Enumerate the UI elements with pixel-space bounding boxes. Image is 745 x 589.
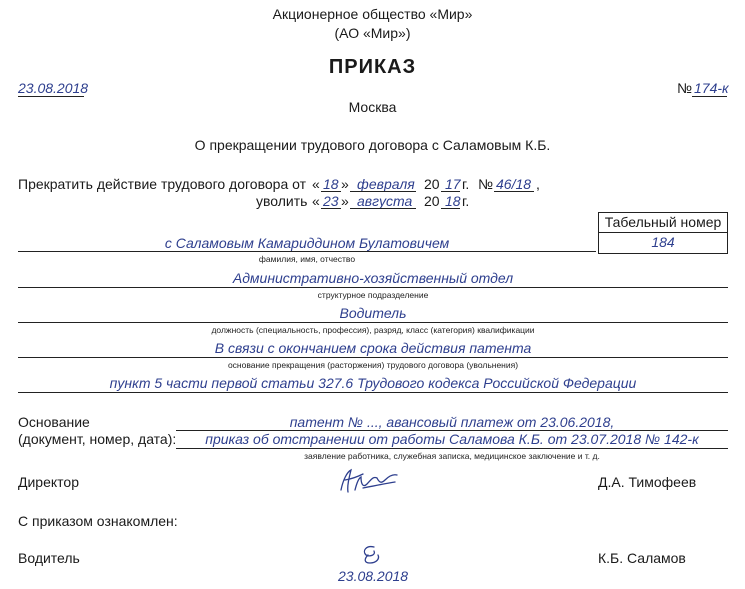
department-underline (18, 287, 728, 288)
legal-basis-underline (18, 392, 728, 393)
basis-label-sub: (документ, номер, дата): (18, 431, 177, 447)
director-label: Директор (18, 474, 79, 490)
dismiss-month: августа (357, 193, 413, 209)
employee-name-underline (18, 251, 596, 252)
dismiss-year-prefix: 20 (424, 193, 440, 209)
terminate-year-prefix: 20 (424, 176, 440, 192)
tab-number-box (598, 212, 728, 254)
terminate-open-quote: « (312, 176, 320, 192)
document-title: ПРИКАЗ (328, 56, 417, 78)
director-signature (333, 464, 403, 498)
position-underline (18, 322, 728, 323)
order-subject: О прекращении трудового договора с Саламовым К.Б. (194, 137, 551, 153)
contract-number-underline (494, 191, 534, 192)
employee-signature-label: Водитель (18, 550, 80, 566)
terminate-day-underline (321, 191, 341, 192)
order-number: 174-к (694, 80, 729, 96)
dismiss-year-underline (441, 208, 460, 209)
terminate-day: 18 (323, 176, 339, 192)
dismiss-month-underline (350, 208, 416, 209)
terminate-year-underline (441, 191, 460, 192)
dismiss-prefix: уволить (256, 193, 308, 209)
order-date: 23.08.2018 (18, 80, 89, 96)
dismiss-open-quote: « (312, 193, 320, 209)
employee-signature (356, 541, 386, 567)
position-caption: должность (специальность, профессия), разряд, класс (категория) квалификации (211, 325, 535, 335)
termination-reason-caption: основание прекращения (расторжения) трудового договора (увольнения) (227, 360, 519, 370)
tab-number-header: Табельный номер (599, 213, 727, 233)
terminate-close-quote: » (341, 176, 349, 192)
dismiss-year: 18 (445, 193, 461, 209)
basis-line-2-underline (176, 448, 728, 449)
employee-name-caption: фамилия, имя, отчество (258, 254, 356, 264)
department: Административно-хозяйственный отдел (232, 270, 514, 286)
basis-caption: заявление работника, служебная записка, медицинское заключение и т. д. (304, 451, 600, 461)
basis-label: Основание (18, 414, 90, 430)
organization-short-name: (АО «Мир») (334, 25, 411, 41)
dismiss-day-underline (321, 208, 341, 209)
order-city: Москва (348, 99, 397, 115)
terminate-year-suffix: г. (462, 176, 470, 192)
terminate-year: 17 (445, 176, 461, 192)
dismiss-day: 23 (323, 193, 339, 209)
department-caption: структурное подразделение (317, 290, 429, 300)
order-number-sign: № (677, 80, 693, 96)
order-date-underline (18, 96, 84, 97)
director-name: Д.А. Тимофеев (598, 474, 697, 490)
acquainted-label: С приказом ознакомлен: (18, 513, 178, 529)
terminate-month: февраля (357, 176, 415, 192)
terminate-number-sign: № (478, 176, 494, 192)
terminate-comma: , (536, 176, 540, 192)
organization-full-name: Акционерное общество «Мир» (272, 6, 473, 22)
terminate-prefix: Прекратить действие трудового договора от (18, 176, 307, 192)
basis-line-1: патент № ..., авансовый платеж от 23.06.2018, (289, 414, 615, 430)
termination-reason: В связи с окончанием срока действия патента (214, 340, 532, 356)
employee-name: с Саламовым Камариддином Булатовичем (164, 235, 450, 251)
tab-number-value: 184 (651, 234, 675, 250)
legal-basis: пункт 5 части первой статьи 327.6 Трудового кодекса Российской Федерации (109, 375, 637, 391)
dismiss-close-quote: » (341, 193, 349, 209)
termination-reason-underline (18, 357, 728, 358)
contract-number: 46/18 (496, 176, 532, 192)
dismiss-year-suffix: г. (462, 193, 470, 209)
basis-line-2: приказ об отстранении от работы Саламова К.Б. от 23.07.2018 № 142-к (205, 431, 699, 447)
order-number-underline (692, 96, 727, 97)
terminate-month-underline (350, 191, 416, 192)
employee-signature-date: 23.08.2018 (338, 568, 409, 584)
employee-name-signature: К.Б. Саламов (598, 550, 686, 566)
position: Водитель (339, 305, 407, 321)
